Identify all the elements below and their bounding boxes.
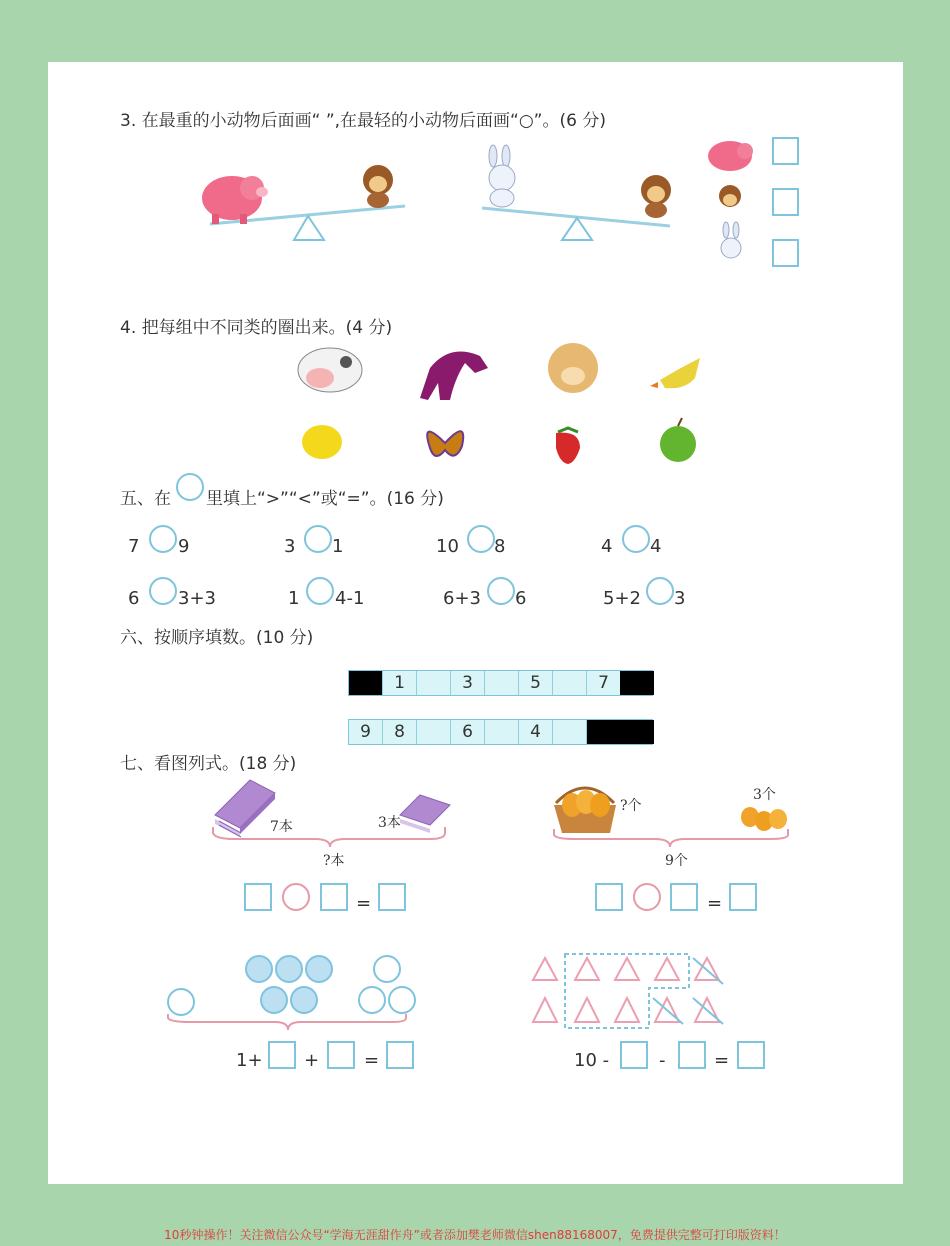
sequence-cell: 9 xyxy=(349,720,383,744)
sequence-cell: 1 xyxy=(383,671,417,695)
answer-box[interactable] xyxy=(670,883,698,911)
answer-box-pig[interactable] xyxy=(772,137,799,165)
answer-box[interactable] xyxy=(320,883,348,911)
compare-circle[interactable] xyxy=(622,525,650,553)
operator-circle[interactable] xyxy=(282,883,310,911)
compare-right: 4-1 xyxy=(335,588,365,609)
answer-box-rabbit[interactable] xyxy=(772,239,799,267)
compare-right: 4 xyxy=(650,536,662,557)
question-3-title: 3. 在最重的小动物后面画“ ”,在最轻的小动物后面画“○”。(6 分) xyxy=(120,111,606,131)
compare-circle[interactable] xyxy=(646,577,674,605)
sequence-cell: 8 xyxy=(383,720,417,744)
books-illustration xyxy=(205,775,455,850)
compare-circle[interactable] xyxy=(149,525,177,553)
answer-box[interactable] xyxy=(737,1041,765,1069)
equals-sign: = xyxy=(364,1050,380,1071)
question-5-title-start: 五、在 xyxy=(120,489,171,509)
compare-circle[interactable] xyxy=(304,525,332,553)
compare-left: 3 xyxy=(284,536,296,557)
equals-sign: = xyxy=(707,893,723,914)
books-left-label: 7本 xyxy=(270,819,293,835)
sequence-cell[interactable] xyxy=(485,671,519,695)
sequence-cell xyxy=(587,720,621,744)
compare-left: 6+3 xyxy=(443,588,481,609)
plus-sign: + xyxy=(304,1050,320,1071)
compare-circle[interactable] xyxy=(467,525,495,553)
sequence-cell: 4 xyxy=(519,720,553,744)
compare-left: 1 xyxy=(288,588,300,609)
compare-circle[interactable] xyxy=(149,577,177,605)
compare-left: 7 xyxy=(128,536,140,557)
number-sequence-row-2 xyxy=(348,719,653,745)
circles-illustration xyxy=(160,950,422,1035)
compare-right: 8 xyxy=(494,536,506,557)
equals-sign: = xyxy=(714,1050,730,1071)
compare-right: 1 xyxy=(332,536,344,557)
answer-box[interactable] xyxy=(595,883,623,911)
compare-right: 6 xyxy=(515,588,527,609)
compare-right: 3+3 xyxy=(178,588,216,609)
answer-box[interactable] xyxy=(327,1041,355,1069)
pears-basket-label: ?个 xyxy=(620,798,642,814)
equation-prefix: 10 - xyxy=(574,1050,610,1071)
answer-box[interactable] xyxy=(729,883,757,911)
balance-scales-illustration xyxy=(190,140,810,275)
sequence-cell xyxy=(349,671,383,695)
question-4-title: 4. 把每组中不同类的圈出来。(4 分) xyxy=(120,318,393,338)
compare-left: 4 xyxy=(601,536,613,557)
equation-prefix: 1+ xyxy=(236,1050,263,1071)
answer-box[interactable] xyxy=(386,1041,414,1069)
pears-right-label: 3个 xyxy=(753,787,776,803)
compare-circle[interactable] xyxy=(487,577,515,605)
compare-right: 3 xyxy=(674,588,686,609)
question-7-title: 七、看图列式。(18 分) xyxy=(120,754,297,774)
compare-left: 10 xyxy=(436,536,459,557)
sequence-cell[interactable] xyxy=(553,720,587,744)
compare-left: 5+2 xyxy=(603,588,641,609)
footer-promo-text: 10秒钟操作！关注微信公众号“学海无涯甜作舟”或者添加樊老师微信shen88168007，免费提供完整可打印版资料！ xyxy=(164,1228,786,1242)
sequence-cell: 6 xyxy=(451,720,485,744)
answer-box[interactable] xyxy=(678,1041,706,1069)
equals-sign: = xyxy=(356,893,372,914)
sequence-cell[interactable] xyxy=(553,671,587,695)
sequence-cell: 3 xyxy=(451,671,485,695)
classification-pictures[interactable] xyxy=(290,338,720,468)
sequence-cell: 5 xyxy=(519,671,553,695)
sequence-cell[interactable] xyxy=(417,720,451,744)
triangles-illustration xyxy=(525,950,735,1035)
title-circle-icon xyxy=(176,473,204,501)
question-6-title: 六、按顺序填数。(10 分) xyxy=(120,628,314,648)
number-sequence-row-1 xyxy=(348,670,653,696)
compare-left: 6 xyxy=(128,588,140,609)
compare-right: 9 xyxy=(178,536,190,557)
compare-circle[interactable] xyxy=(306,577,334,605)
minus-sign: - xyxy=(659,1050,666,1071)
sequence-cell: 7 xyxy=(587,671,621,695)
answer-box[interactable] xyxy=(268,1041,296,1069)
pears-total-label: 9个 xyxy=(665,853,688,869)
answer-box-monkey[interactable] xyxy=(772,188,799,216)
sequence-cell[interactable] xyxy=(485,720,519,744)
books-right-label: 3本 xyxy=(378,815,401,831)
books-total-label: ?本 xyxy=(323,853,345,869)
answer-box[interactable] xyxy=(620,1041,648,1069)
sequence-cell[interactable] xyxy=(417,671,451,695)
answer-box[interactable] xyxy=(378,883,406,911)
operator-circle[interactable] xyxy=(633,883,661,911)
answer-box[interactable] xyxy=(244,883,272,911)
question-5-title-end: 里填上“>”“<”或“=”。(16 分) xyxy=(206,489,444,509)
sequence-cell xyxy=(620,720,654,744)
sequence-cell xyxy=(620,671,654,695)
